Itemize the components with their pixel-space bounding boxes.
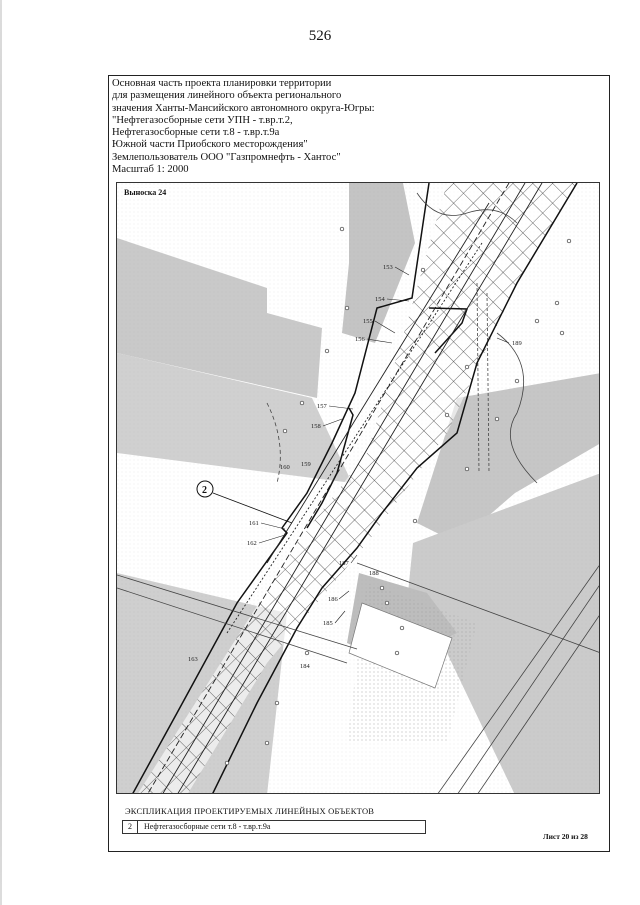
legend-row-name: Нефтегазосборные сети т.8 - т.вр.т.9а bbox=[144, 822, 271, 831]
title-line: Южной части Приобского месторождения" bbox=[112, 139, 308, 151]
legend-title: ЭКСПЛИКАЦИЯ ПРОЕКТИРУЕМЫХ ЛИНЕЙНЫХ ОБЪЕКТОВ bbox=[125, 806, 375, 816]
point-label-158: 158 bbox=[311, 423, 321, 430]
point-label-161: 161 bbox=[249, 520, 259, 527]
legend-row-number: 2 bbox=[123, 821, 138, 833]
point-label-155: 155 bbox=[363, 318, 373, 325]
sheet-label: Лист 20 из 28 bbox=[543, 832, 588, 841]
object-marker-label: 2 bbox=[202, 485, 207, 496]
point-label-160: 160 bbox=[280, 464, 290, 471]
point-label-185: 185 bbox=[323, 620, 333, 627]
point-label-188: 188 bbox=[369, 570, 379, 577]
point-label-184: 184 bbox=[300, 663, 310, 670]
inset-label: Выноска 24 bbox=[124, 188, 167, 197]
title-line: Основная часть проекта планировки территории bbox=[112, 78, 332, 89]
scale-line: Масштаб 1: 2000 bbox=[112, 164, 189, 176]
title-line: Нефтегазосборные сети т.8 - т.вр.т.9а bbox=[112, 127, 280, 139]
point-label-159: 159 bbox=[301, 461, 311, 468]
point-label-156: 156 bbox=[355, 336, 365, 343]
map-drawing bbox=[117, 183, 600, 794]
point-label-153: 153 bbox=[383, 264, 393, 271]
title-line: значения Ханты-Мансийского автономного округа-Югры: bbox=[112, 102, 375, 114]
legend-table bbox=[122, 820, 426, 834]
title-line: Землепользователь ООО "Газпромнефть - Хантос" bbox=[112, 151, 341, 163]
point-label-186: 186 bbox=[328, 596, 338, 603]
page-number: 526 bbox=[308, 28, 332, 44]
point-label-154: 154 bbox=[375, 296, 385, 303]
point-label-189: 189 bbox=[512, 340, 522, 347]
map-inset bbox=[116, 182, 600, 794]
point-label-162: 162 bbox=[247, 540, 257, 547]
scan-edge bbox=[0, 0, 2, 905]
point-label-157: 157 bbox=[317, 403, 327, 410]
point-label-187: 187 bbox=[339, 560, 349, 567]
point-label-163: 163 bbox=[188, 656, 198, 663]
title-line: для размещения линейного объекта регионального bbox=[112, 90, 342, 102]
title-line: "Нефтегазосборные сети УПН - т.вр.т.2, bbox=[112, 114, 293, 126]
title-block bbox=[112, 78, 442, 176]
